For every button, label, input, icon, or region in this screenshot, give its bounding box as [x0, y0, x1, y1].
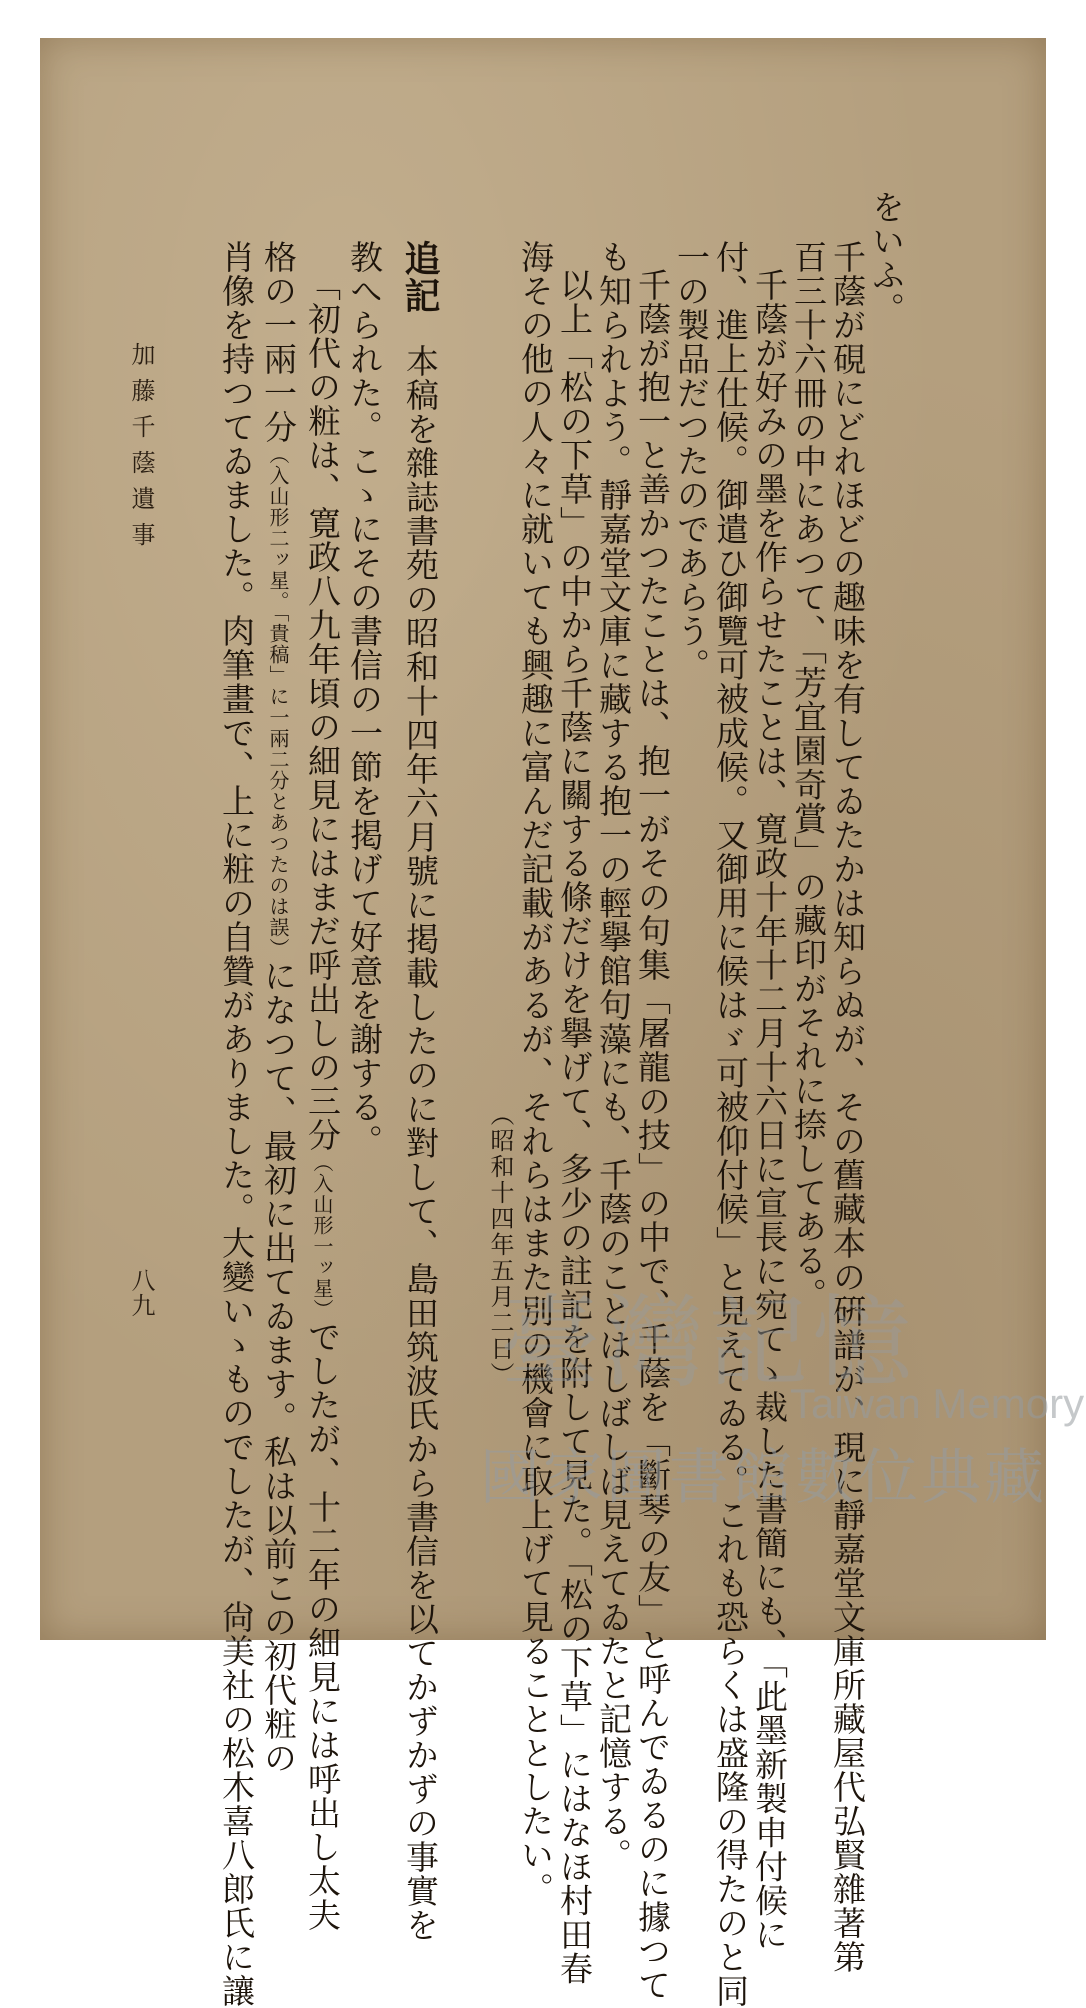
text-column-5: 付、進上仕候。御遣ひ御覽可被成候。又御用に候はゞ可被仰付候」と見えてゐる。これも恐らくは盛隆の得たのと同: [711, 240, 750, 2008]
text-column-10: 海その他の人々に就いても興趣に富んだ記載があるが、それらはまた別の機會に取上げて見ることとしたい。: [516, 240, 555, 1906]
text-column-7: 千蔭が抱一と善かつたことは、抱一がその句集「屠龍の技」の中で、千蔭を「斷琴の友」と呼んでゐるのに據つて: [633, 268, 672, 2002]
postscript-text-4b: になつて、最初に出てゐます。私は以前この初代粧の: [259, 959, 298, 1775]
text-column-1: をいふ。: [867, 190, 906, 326]
text-column-9: 以上「松の下草」の中から千蔭に關する條だけを擧げて、多少の註記を附して見た。「松の下草」にはなほ村田春: [555, 268, 594, 1986]
postscript-column-4: [259, 240, 298, 1775]
page-number: 八九: [127, 1268, 155, 1318]
text-column-2: 千蔭が硯にどれほどの趣味を有してゐたかは知らぬが、その舊藏本の硏譜が、現に靜嘉堂文庫所藏屋代弘賢雜著第: [828, 240, 867, 1974]
postscript-column-1: [399, 240, 441, 1942]
postscript-heading: 追記: [399, 240, 441, 314]
date-note: （昭和十四年五月二日）: [486, 1102, 514, 1388]
postscript-text-3a: 「初代の粧は、寛政八九年頃の細見にはまだ呼出しの三分: [303, 268, 342, 1152]
postscript-column-3: [303, 268, 342, 1932]
text-column-8: も知られよう。靜嘉堂文庫に藏する抱一の輕擧館句藻にも、千蔭のことはしばしば見えてゐたと記憶する。: [594, 240, 633, 1872]
postscript-note-4: （入山形二ッ星。「貴稿」に一兩二分とあつたのは誤）: [266, 444, 290, 959]
postscript-text-3b: でしたが、十二年の細見には呼出し太夫: [303, 1320, 342, 1932]
text-column-6: 一の製品だつたのであらう。: [672, 240, 711, 682]
watermark-chinese: 國家圖書館數位典藏: [480, 1443, 1047, 1513]
postscript-text-4a: 格の一兩一分: [259, 240, 298, 444]
watermark-logo: 臺灣記憶: [500, 1284, 916, 1401]
postscript-note-3: （入山形一ッ星）: [310, 1152, 334, 1320]
postscript-column-5: 肖像を持つてゐました。肉筆畫で、上に粧の自贊がありました。大變いゝものでしたが、尙美社の松木喜八郎氏に讓: [217, 240, 256, 2008]
watermark-english: Taiwan Memory: [790, 1380, 1085, 1427]
running-footer-title: 加藤千蔭遺事: [127, 342, 155, 558]
text-column-3: 百三十六冊の中にあつて、「芳宜園奇賞」の藏印がそれに捺してある。: [789, 240, 828, 1312]
text-column-4: 千蔭が好みの墨を作らせたことは、寛政十年十二月十六日に宣長に宛てゝ裁した書簡にも、「此墨新製申付候に: [750, 268, 789, 1952]
postscript-text-1: 本稿を雜誌書苑の昭和十四年六月號に掲載したのに對して、島田筑波氏から書信を以てかずかずの事實を: [401, 344, 440, 1942]
postscript-column-2: 教へられた。こゝにその書信の一節を掲げて好意を謝する。: [345, 240, 384, 1158]
